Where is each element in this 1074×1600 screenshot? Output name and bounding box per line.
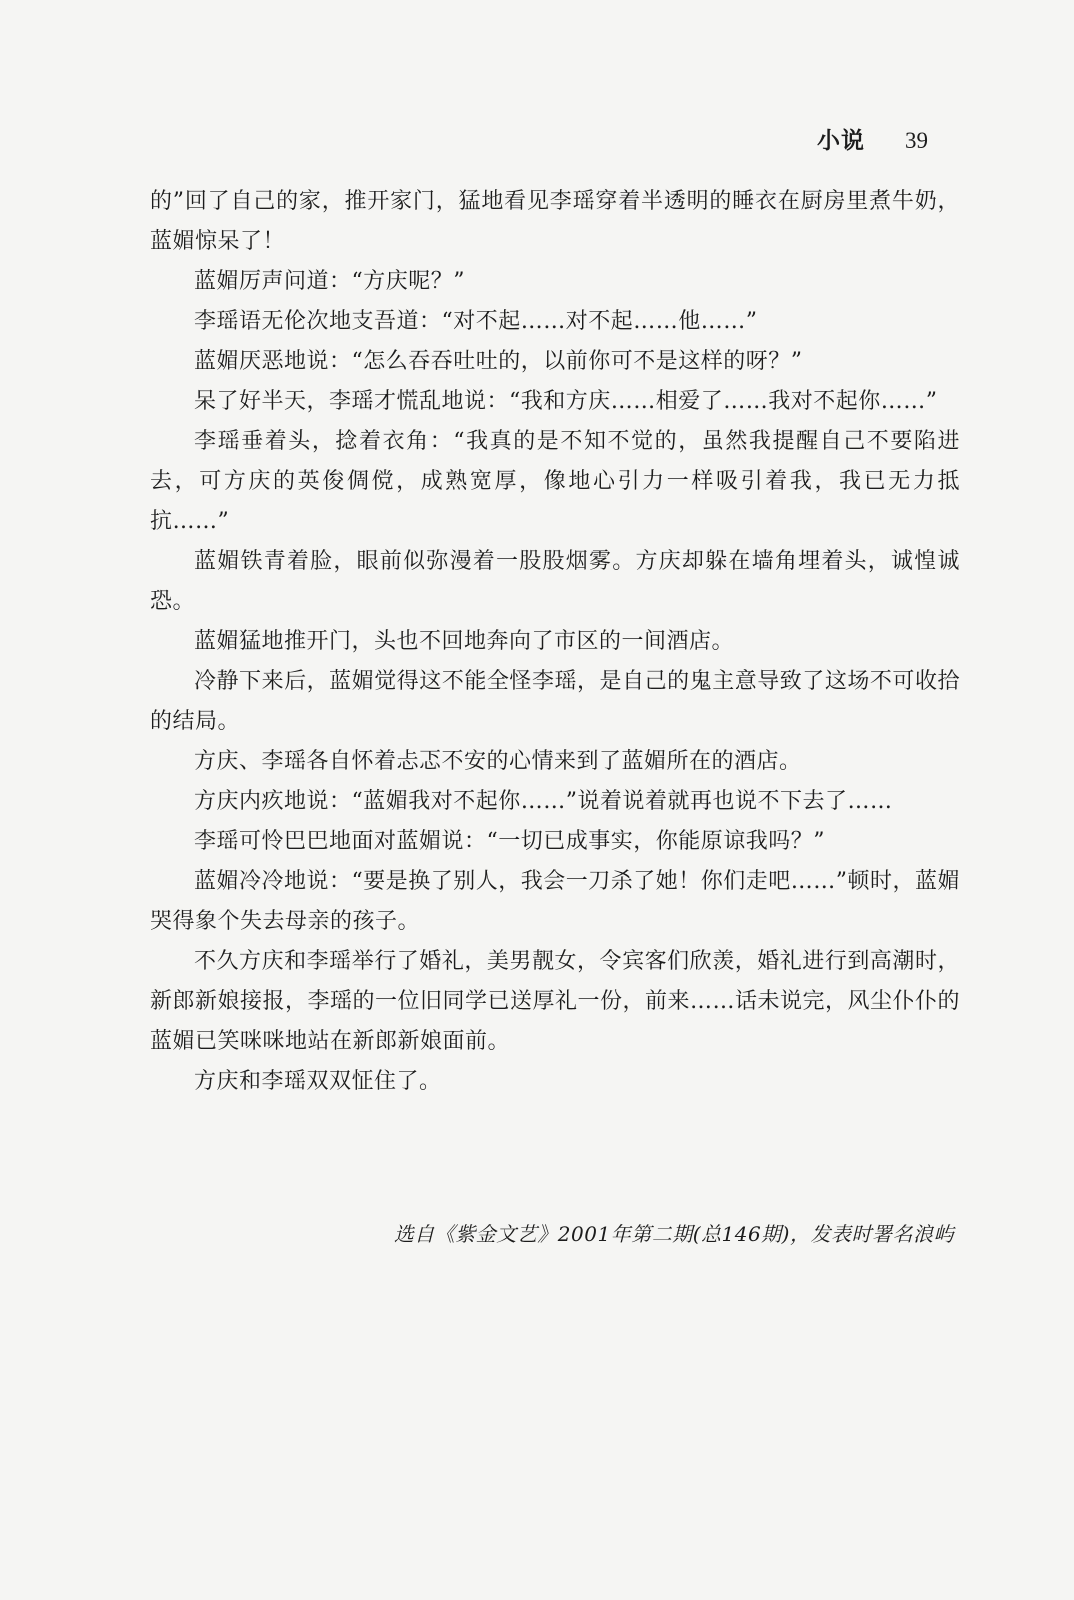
paragraph-7: 蓝媚铁青着脸，眼前似弥漫着一股股烟雾。方庆却躲在墙角埋着头，诚惶诚恐。 [150, 549, 960, 614]
paragraph-9: 冷静下来后，蓝媚觉得这不能全怪李瑶，是自己的鬼主意导致了这场不可收拾的结局。 [150, 669, 960, 734]
paragraph-11: 方庆内疚地说：“蓝媚我对不起你……”说着说着就再也说不下去了…… [194, 789, 893, 814]
paragraph-8: 蓝媚猛地推开门，头也不回地奔向了市区的一间酒店。 [194, 629, 735, 654]
paragraph-6: 李瑶垂着头，捻着衣角：“我真的是不知不觉的，虽然我提醒自己不要陷进去，可方庆的英俊倜傥，成熟宽厚，像地心引力一样吸引着我，我已无力抵抗……” [150, 429, 960, 534]
page-header [817, 122, 928, 155]
paragraph-3: 李瑶语无伦次地支吾道：“对不起……对不起……他……” [194, 309, 758, 334]
paragraph-2: 蓝媚厉声问道：“方庆呢？” [194, 269, 465, 294]
page-number: 39 [905, 128, 928, 153]
paragraph-15: 方庆和李瑶双双怔住了。 [194, 1069, 442, 1094]
section-title: 小说 [817, 128, 865, 154]
paragraph-10: 方庆、李瑶各自怀着忐忑不安的心情来到了蓝媚所在的酒店。 [194, 749, 802, 774]
paragraph-12: 李瑶可怜巴巴地面对蓝媚说：“一切已成事实，你能原谅我吗？” [194, 829, 825, 854]
paragraph-5: 呆了好半天，李瑶才慌乱地说：“我和方庆……相爱了……我对不起你……” [194, 389, 938, 414]
paragraph-14: 不久方庆和李瑶举行了婚礼，美男靓女，令宾客们欣羡，婚礼进行到高潮时，新郎新娘接报，李瑶的一位旧同学已送厚礼一份，前来……话未说完，风尘仆仆的蓝媚已笑咪咪地站在新郎新娘面前。 [150, 949, 961, 1054]
story-body [150, 182, 960, 1102]
paragraph-13: 蓝媚冷冷地说：“要是换了别人，我会一刀杀了她！你们走吧……”顿时，蓝媚哭得象个失去母亲的孩子。 [150, 869, 960, 934]
source-note: 选自《紫金文艺》2001年第二期(总146期)，发表时署名浪屿 [393, 1222, 954, 1246]
paragraph-4: 蓝媚厌恶地说：“怎么吞吞吐吐的，以前你可不是这样的呀？” [194, 349, 803, 374]
paragraph-1: 的”回了自己的家，推开家门，猛地看见李瑶穿着半透明的睡衣在厨房里煮牛奶，蓝媚惊呆了！ [150, 189, 960, 254]
